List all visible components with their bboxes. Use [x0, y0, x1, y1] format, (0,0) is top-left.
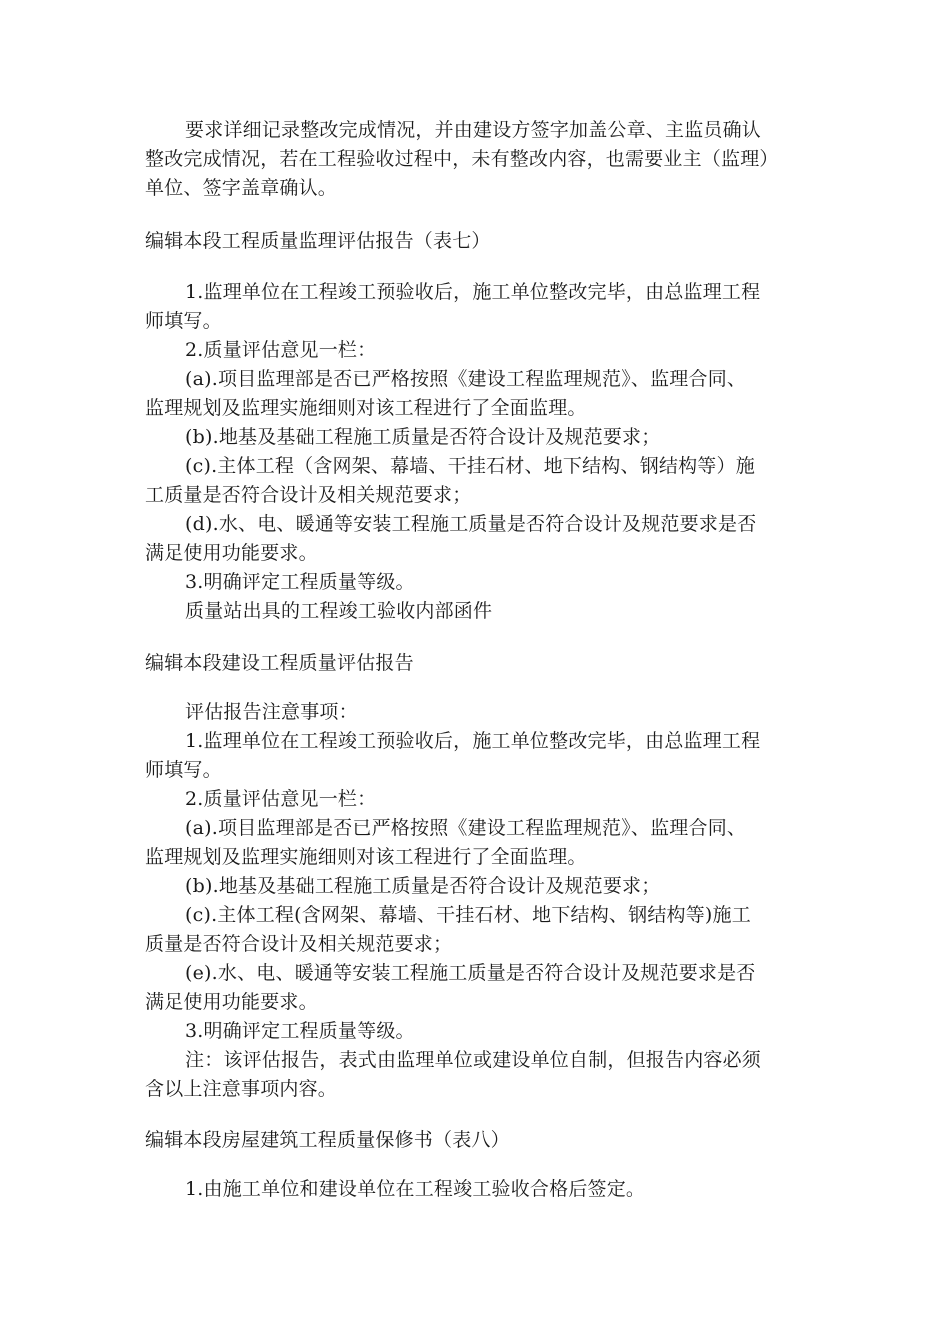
- paragraph-line: 2.质量评估意见一栏：: [185, 788, 377, 810]
- paragraph-line: (b).地基及基础工程施工质量是否符合设计及规范要求；: [185, 875, 661, 897]
- paragraph-line: 工质量是否符合设计及相关规范要求；: [145, 484, 472, 506]
- paragraph-line: 监理规划及监理实施细则对该工程进行了全面监理。: [145, 397, 587, 419]
- paragraph-line: 2.质量评估意见一栏：: [185, 339, 377, 361]
- paragraph-line: 监理规划及监理实施细则对该工程进行了全面监理。: [145, 846, 587, 868]
- paragraph-line: (d).水、电、暖通等安装工程施工质量是否符合设计及规范要求是否: [185, 513, 757, 535]
- paragraph-line: (a).项目监理部是否已严格按照《建设工程监理规范》、监理合同、: [185, 817, 747, 839]
- paragraph-line: 注：该评估报告，表式由监理单位或建设单位自制，但报告内容必须: [185, 1049, 762, 1071]
- paragraph-line: (e).水、电、暖通等安装工程施工质量是否符合设计及规范要求是否: [185, 962, 756, 984]
- paragraph-line: (b).地基及基础工程施工质量是否符合设计及规范要求；: [185, 426, 661, 448]
- paragraph-line: 3.明确评定工程质量等级。: [185, 571, 415, 593]
- paragraph-line: 3.明确评定工程质量等级。: [185, 1020, 415, 1042]
- paragraph-line: 满足使用功能要求。: [145, 991, 318, 1013]
- paragraph-line: 1.监理单位在工程竣工预验收后，施工单位整改完毕，由总监理工程: [185, 281, 761, 303]
- paragraph-line: (a).项目监理部是否已严格按照《建设工程监理规范》、监理合同、: [185, 368, 747, 390]
- paragraph-line: 质量是否符合设计及相关规范要求；: [145, 933, 453, 955]
- paragraph-line: 师填写。: [145, 759, 222, 781]
- paragraph-line: 1.由施工单位和建设单位在工程竣工验收合格后签定。: [185, 1178, 646, 1200]
- paragraph-line: (c).主体工程(含网架、幕墙、干挂石材、地下结构、钢结构等)施工: [185, 904, 751, 926]
- paragraph-line: 评估报告注意事项：: [185, 701, 358, 723]
- paragraph-line: 单位、签字盖章确认。: [145, 177, 338, 199]
- paragraph-line: 整改完成情况，若在工程验收过程中，未有整改内容，也需要业主（监理）: [145, 148, 779, 170]
- paragraph-line: 师填写。: [145, 310, 222, 332]
- paragraph-line: 质量站出具的工程竣工验收内部函件: [185, 600, 493, 622]
- section-heading: 编辑本段建设工程质量评估报告: [145, 652, 414, 674]
- section-heading: 编辑本段房屋建筑工程质量保修书（表八）: [145, 1129, 510, 1151]
- paragraph-line: 1.监理单位在工程竣工预验收后，施工单位整改完毕，由总监理工程: [185, 730, 761, 752]
- paragraph-line: (c).主体工程（含网架、幕墙、干挂石材、地下结构、钢结构等）施: [185, 455, 755, 477]
- paragraph-line: 含以上注意事项内容。: [145, 1078, 338, 1100]
- section-heading: 编辑本段工程质量监理评估报告（表七）: [145, 230, 491, 252]
- paragraph-line: 要求详细记录整改完成情况，并由建设方签字加盖公章、主监员确认: [185, 119, 762, 141]
- paragraph-line: 满足使用功能要求。: [145, 542, 318, 564]
